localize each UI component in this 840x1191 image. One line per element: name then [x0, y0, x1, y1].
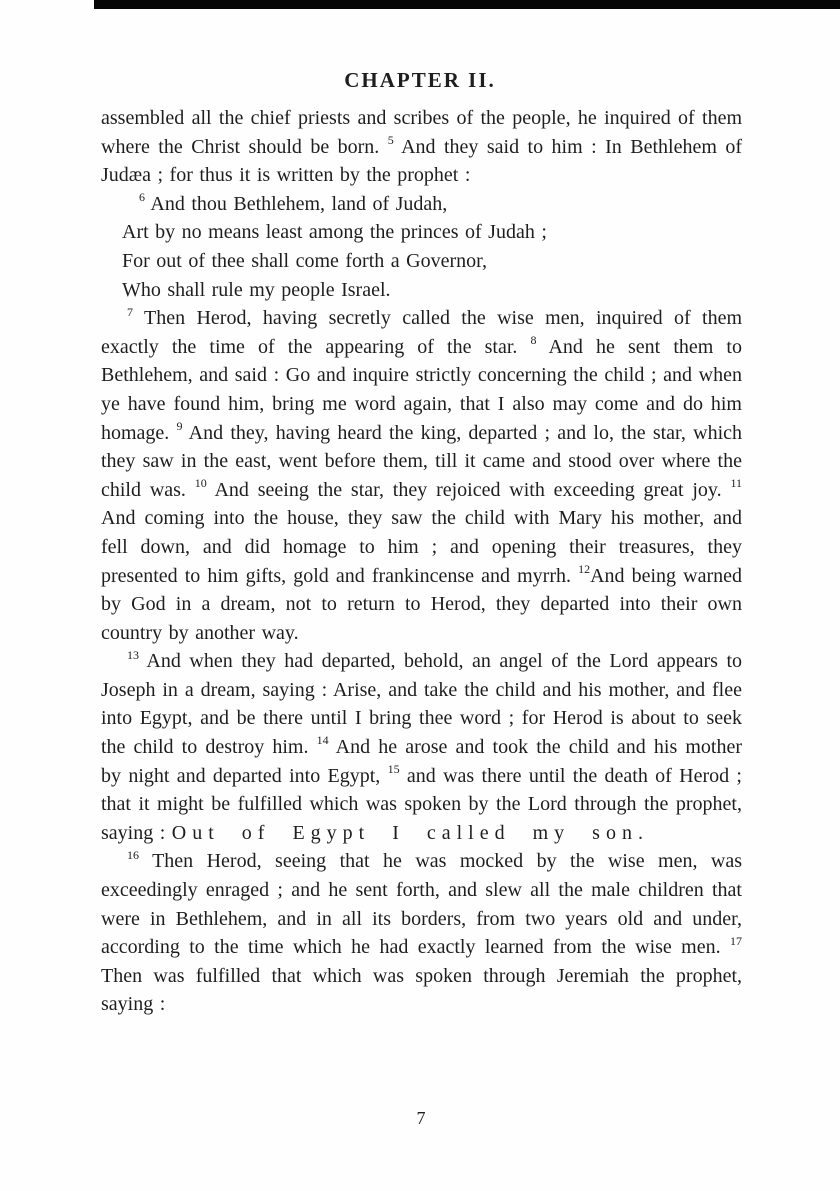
verse-number: 7: [127, 304, 133, 319]
text-run: And thou Bethlehem, land of Judah,: [145, 192, 448, 215]
verse-number: 5: [387, 132, 394, 147]
verse-number: 13: [127, 647, 139, 662]
verse-number: 15: [387, 762, 400, 776]
text-run: For out of thee shall come forth a Governor,: [122, 249, 487, 272]
verse-number: 12: [578, 561, 591, 576]
verse-line: [122, 218, 742, 247]
text-run: and was there until the death of Herod ; that it might be fulfilled which was spoken by the Lord through the prophet, saying :: [101, 764, 742, 844]
verse-block: [122, 190, 742, 304]
text-run: Art by no means least among the princes of Judah ;: [122, 221, 547, 244]
text-run: And he sent them to Bethlehem, and said : Go and inquire strictly concerning the child ; and when ye have found him, bring me word again, that I also may come and do him homage.: [101, 335, 742, 444]
paragraph: [101, 847, 742, 1019]
text-run: And they said to him : In Bethlehem of Judæa ; for thus it is written by the prophet :: [101, 135, 742, 187]
verse-number: 17: [730, 933, 742, 948]
verse-number: 14: [316, 733, 329, 748]
verse-line: [122, 276, 742, 305]
paragraph: [101, 647, 742, 847]
text-run: And seeing the star, they rejoiced with exceeding great joy.: [206, 478, 731, 501]
text-run: Who shall rule my people Israel.: [122, 278, 391, 301]
page-number: 7: [416, 1108, 426, 1128]
emphasized-quotation: Out of Egypt I called my son.: [171, 821, 649, 844]
chapter-heading: CHAPTER II.: [344, 68, 496, 92]
verse-number: 9: [176, 418, 183, 433]
verse-line: [122, 190, 742, 219]
text-run: Then was fulfilled that which was spoken through Jeremiah the prophet, saying :: [101, 964, 742, 1016]
verse-number: 6: [139, 190, 145, 205]
verse-line: [122, 247, 742, 276]
paragraph: [101, 304, 742, 647]
text-run: Then Herod, having secretly called the wise men, inquired of them exactly the time of the appearing of the star.: [101, 307, 742, 358]
text-run: And they, having heard the king, departed ; and lo, the star, which they saw in the east, went before them, till it came and stood over where the child was.: [101, 421, 743, 501]
text-run: Then Herod, seeing that he was mocked by the wise men, was exceedingly enraged ; and he sent forth, and slew all the male children that were in Bethlehem, and in all its borders, from two years old and under, according to the time which he had exactly learned from the wise men.: [101, 850, 742, 959]
text-run: And he arose and took the child and his mother by night and departed into Egypt,: [101, 736, 742, 787]
verse-number: 16: [127, 847, 139, 862]
paragraph: [101, 104, 742, 190]
text-run: And when they had departed, behold, an angel of the Lord appears to Joseph in a dream, saying : Arise, and take the child and his mother, and flee into Egypt, and be there until I bring thee word ; for Herod is about to seek the child to destroy him.: [101, 650, 742, 759]
verse-number: 8: [530, 333, 537, 348]
verse-number: 10: [194, 476, 207, 491]
text-run: And being warned by God in a dream, not to return to Herod, they departed into their own country by another way.: [101, 564, 743, 644]
scan-edge-artifact: [94, 0, 840, 9]
verse-number: 11: [730, 476, 742, 491]
text-run: And coming into the house, they saw the child with Mary his mother, and fell down, and did homage to him ; and opening their treasures, they presented to him gifts, gold and frankincense and myrrh.: [101, 507, 742, 587]
text-block: [101, 104, 742, 1019]
text-run: assembled all the chief priests and scribes of the people, he inquired of them where the Christ should be born.: [101, 107, 742, 158]
